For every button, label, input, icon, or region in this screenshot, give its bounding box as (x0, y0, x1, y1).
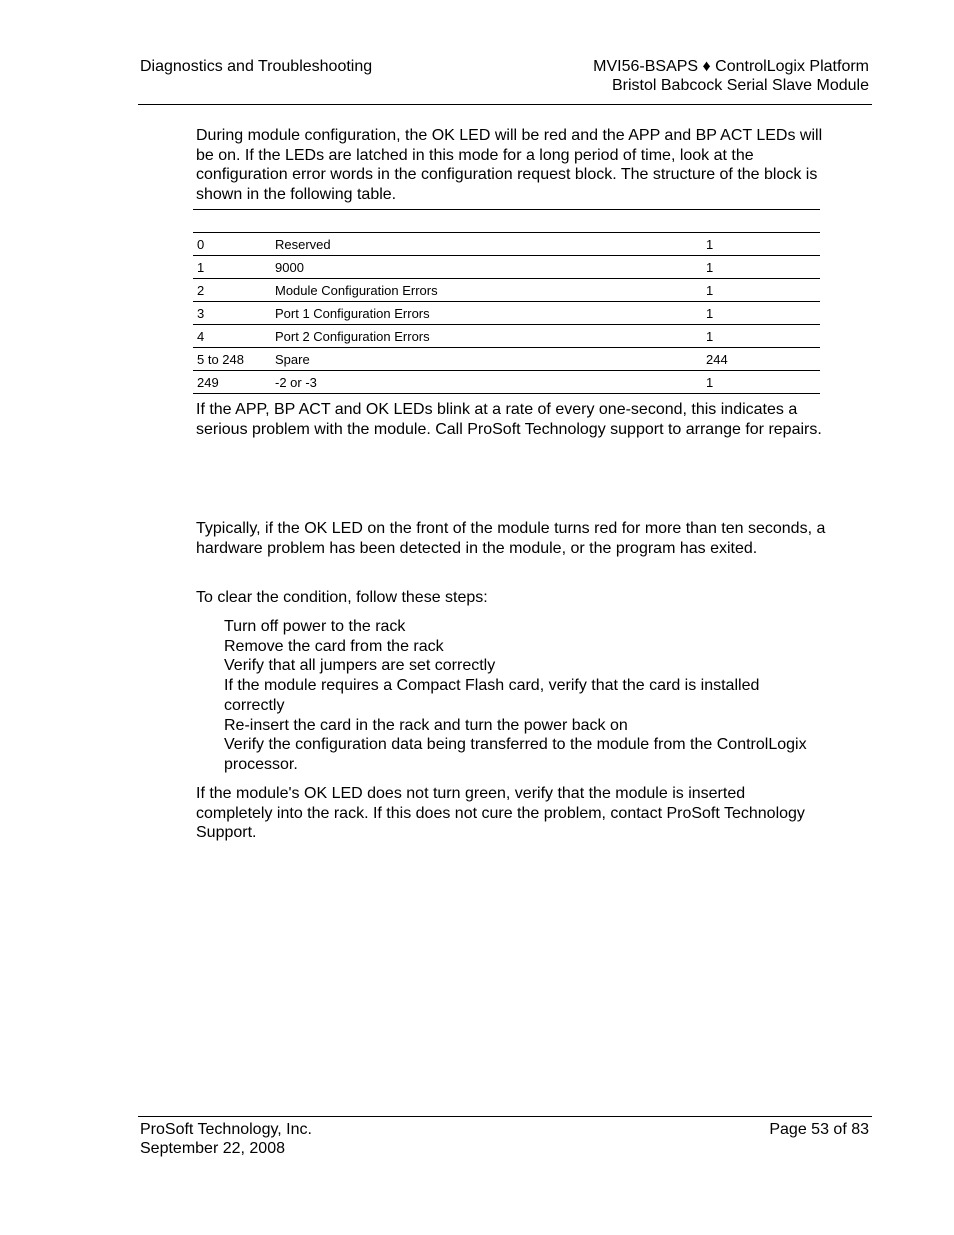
offset-cell: 0 (193, 233, 271, 256)
header-section-title: Diagnostics and Troubleshooting (140, 58, 373, 75)
table-row (193, 302, 820, 325)
offset-cell: 5 to 248 (193, 348, 271, 371)
footer-date: September 22, 2008 (140, 1140, 285, 1157)
offset-cell: 3 (193, 302, 271, 325)
description-cell: 9000 (271, 256, 702, 279)
length-cell: 1 (702, 371, 820, 394)
table-row (193, 371, 820, 394)
description-cell: Spare (271, 348, 702, 371)
steps-list (224, 617, 824, 775)
table-row (193, 279, 820, 302)
length-cell: 1 (702, 325, 820, 348)
step-item: If the module requires a Compact Flash card, verify that the card is installed correctly (224, 677, 760, 714)
table-row (193, 325, 820, 348)
description-cell: Port 2 Configuration Errors (271, 325, 702, 348)
offset-cell: 4 (193, 325, 271, 348)
offset-cell: 2 (193, 279, 271, 302)
offset-cell: 1 (193, 256, 271, 279)
length-cell: 1 (702, 302, 820, 325)
step-item: Verify the configuration data being transferred to the module from the ControlLogix processor. (224, 736, 807, 773)
green-led-paragraph: If the module's OK LED does not turn green, verify that the module is inserted completely into the rack. If this does not cure the problem, contact ProSoft Technology Support. (196, 785, 805, 842)
header-divider (138, 104, 872, 105)
table-top-divider (193, 209, 820, 210)
blink-paragraph: If the APP, BP ACT and OK LEDs blink at a rate of every one-second, this indicates a serious problem with the module. Call ProSoft Technology support to arrange for repairs. (196, 401, 822, 438)
description-cell: Port 1 Configuration Errors (271, 302, 702, 325)
step-item: Remove the card from the rack (224, 637, 444, 655)
header-product-line1: MVI56-BSAPS ♦ ControlLogix Platform (593, 58, 869, 75)
length-cell: 244 (702, 348, 820, 371)
description-cell: Reserved (271, 233, 702, 256)
table-row (193, 233, 820, 256)
header-product (593, 57, 869, 95)
table-row (193, 256, 820, 279)
description-cell: -2 or -3 (271, 371, 702, 394)
red-led-paragraph: Typically, if the OK LED on the front of the module turns red for more than ten seconds, a hardware problem has been detected in the module, or the program has exited. (196, 520, 826, 557)
step-item: Turn off power to the rack (224, 618, 406, 635)
footer-divider (138, 1116, 872, 1117)
offset-cell: 249 (193, 371, 271, 394)
header-product-line2: Bristol Babcock Serial Slave Module (611, 77, 869, 94)
step-item: Verify that all jumpers are set correctly (224, 657, 496, 675)
table-row (193, 348, 820, 371)
description-cell: Module Configuration Errors (271, 279, 702, 302)
length-cell: 1 (702, 256, 820, 279)
step-item: Re-insert the card in the rack and turn the power back on (224, 716, 628, 734)
config-request-table (193, 232, 820, 394)
length-cell: 1 (702, 233, 820, 256)
footer-info (140, 1120, 312, 1158)
config-paragraph: During module configuration, the OK LED will be red and the APP and BP ACT LEDs will be on. If the LEDs are latched in this mode for a long period of time, look at the configuration error words in the configuration request block. The structure of the block is shown in the following table. (196, 127, 823, 204)
length-cell: 1 (702, 279, 820, 302)
page-number: Page 53 of 83 (769, 1121, 869, 1138)
clear-condition-paragraph: To clear the condition, follow these steps: (196, 589, 488, 606)
footer-company: ProSoft Technology, Inc. (140, 1121, 312, 1138)
